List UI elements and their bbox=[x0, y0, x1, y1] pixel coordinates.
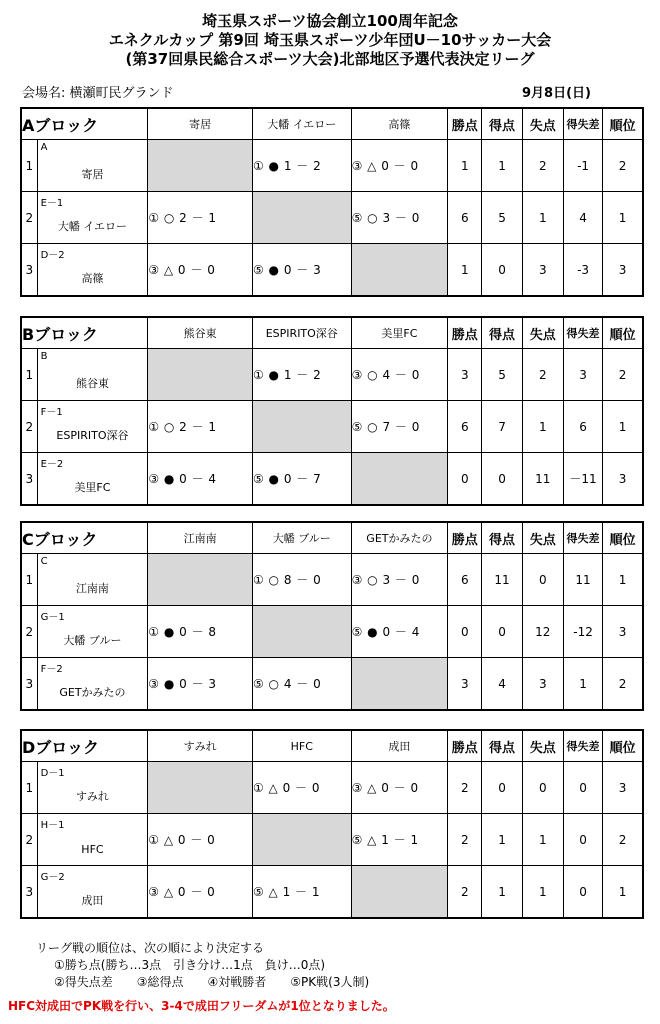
match-result: ⑤ △ 1 － 1 bbox=[252, 866, 351, 919]
team-name: 美里FC bbox=[74, 481, 111, 494]
goal-difference-cell: 1 bbox=[563, 658, 602, 711]
goals-against-cell: 1 bbox=[522, 401, 563, 453]
table-row bbox=[21, 762, 643, 814]
points-cell: 6 bbox=[448, 554, 482, 606]
points-cell: 0 bbox=[448, 606, 482, 658]
team-code: G－2 bbox=[40, 872, 65, 883]
opponent-header: すみれ bbox=[148, 730, 253, 762]
match-result: ⑤ ● 0 － 4 bbox=[351, 606, 448, 658]
team-name: 熊谷東 bbox=[75, 377, 109, 390]
stat-header: 失点 bbox=[522, 317, 563, 349]
match-result: ③ △ 0 － 0 bbox=[351, 762, 448, 814]
block-name: Aブロック bbox=[21, 108, 148, 140]
goal-difference-cell: -1 bbox=[563, 140, 602, 192]
team-code: D－1 bbox=[40, 768, 65, 779]
match-result: ⑤ △ 1 － 1 bbox=[351, 814, 448, 866]
team-code: F－1 bbox=[40, 407, 63, 418]
table-row bbox=[21, 244, 643, 297]
stat-header: 得点 bbox=[482, 108, 522, 140]
match-result: ③ ○ 4 － 0 bbox=[351, 349, 448, 401]
opponent-header: GETかみたの bbox=[351, 522, 448, 554]
opponent-header: HFC bbox=[252, 730, 351, 762]
team-code: E－1 bbox=[40, 198, 64, 209]
goals-for-cell: 0 bbox=[482, 606, 522, 658]
ranking-rules bbox=[36, 940, 369, 991]
points-cell: 3 bbox=[448, 349, 482, 401]
rules-line-2: ①勝ち点(勝ち…3点 引き分け…1点 負け…0点) bbox=[54, 958, 326, 972]
block-name: Cブロック bbox=[21, 522, 148, 554]
goal-difference-cell: -3 bbox=[563, 244, 602, 297]
goal-difference-cell: 4 bbox=[563, 192, 602, 244]
match-result: ③ △ 0 － 0 bbox=[148, 244, 253, 297]
team-name: 大幡 ブルー bbox=[63, 634, 122, 647]
team-code: F－2 bbox=[40, 664, 63, 675]
team-name: 高篠 bbox=[81, 272, 104, 285]
rank-cell: 3 bbox=[603, 762, 643, 814]
table-row bbox=[21, 453, 643, 506]
rank-cell: 1 bbox=[603, 554, 643, 606]
goals-against-cell: 3 bbox=[522, 658, 563, 711]
points-cell: 2 bbox=[448, 762, 482, 814]
title-line-2: エネクルカップ 第9回 埼玉県スポーツ少年団U－10サッカー大会 bbox=[108, 31, 552, 49]
stat-header: 勝点 bbox=[448, 730, 482, 762]
team-code: B bbox=[40, 351, 48, 362]
goals-for-cell: 5 bbox=[482, 192, 522, 244]
goals-against-cell: 2 bbox=[522, 140, 563, 192]
stat-header: 得点 bbox=[482, 730, 522, 762]
match-result: ③ △ 0 － 0 bbox=[148, 866, 253, 919]
goals-against-cell: 0 bbox=[522, 554, 563, 606]
row-number: 3 bbox=[21, 658, 37, 711]
match-result: ③ ● 0 － 4 bbox=[148, 453, 253, 506]
points-cell: 2 bbox=[448, 814, 482, 866]
team-cell bbox=[37, 192, 148, 244]
match-result: ① ● 1 － 2 bbox=[252, 140, 351, 192]
team-code: H－1 bbox=[40, 820, 65, 831]
self-match-cell bbox=[148, 349, 253, 401]
stat-header: 得失差 bbox=[563, 317, 602, 349]
goals-for-cell: 1 bbox=[482, 140, 522, 192]
venue-label: 会場名: 横瀬町民グランド bbox=[22, 86, 174, 101]
goals-against-cell: 1 bbox=[522, 866, 563, 919]
stat-header: 得失差 bbox=[563, 108, 602, 140]
team-cell bbox=[37, 401, 148, 453]
team-cell bbox=[37, 554, 148, 606]
goals-against-cell: 1 bbox=[522, 192, 563, 244]
goal-difference-cell: 0 bbox=[563, 762, 602, 814]
match-result: ① ● 1 － 2 bbox=[252, 349, 351, 401]
rank-cell: 1 bbox=[603, 401, 643, 453]
stat-header: 得点 bbox=[482, 317, 522, 349]
team-cell bbox=[37, 140, 148, 192]
goals-against-cell: 3 bbox=[522, 244, 563, 297]
rank-cell: 2 bbox=[603, 349, 643, 401]
block-name: Bブロック bbox=[21, 317, 148, 349]
opponent-header: 高篠 bbox=[351, 108, 448, 140]
match-result: ③ ● 0 － 3 bbox=[148, 658, 253, 711]
table-header-row bbox=[21, 108, 643, 140]
match-result: ⑤ ● 0 － 7 bbox=[252, 453, 351, 506]
goals-for-cell: 7 bbox=[482, 401, 522, 453]
stat-header: 順位 bbox=[603, 522, 643, 554]
match-result: ① △ 0 － 0 bbox=[252, 762, 351, 814]
match-result: ① ○ 8 － 0 bbox=[252, 554, 351, 606]
match-result: ⑤ ○ 3 － 0 bbox=[351, 192, 448, 244]
team-name: ESPIRITO深谷 bbox=[56, 429, 129, 442]
goals-against-cell: 1 bbox=[522, 814, 563, 866]
table-header-row bbox=[21, 730, 643, 762]
goals-for-cell: 4 bbox=[482, 658, 522, 711]
self-match-cell bbox=[252, 606, 351, 658]
team-code: D－2 bbox=[40, 250, 65, 261]
match-result: ⑤ ● 0 － 3 bbox=[252, 244, 351, 297]
team-name: 大幡 イエロー bbox=[57, 220, 127, 233]
points-cell: 6 bbox=[448, 401, 482, 453]
self-match-cell bbox=[351, 866, 448, 919]
goals-against-cell: 11 bbox=[522, 453, 563, 506]
team-name: HFC bbox=[81, 843, 104, 856]
row-number: 2 bbox=[21, 814, 37, 866]
row-number: 3 bbox=[21, 866, 37, 919]
stat-header: 勝点 bbox=[448, 522, 482, 554]
row-number: 1 bbox=[21, 349, 37, 401]
goal-difference-cell: 0 bbox=[563, 814, 602, 866]
tournament-title bbox=[0, 12, 660, 69]
match-result: ① ○ 2 － 1 bbox=[148, 401, 253, 453]
opponent-header: 成田 bbox=[351, 730, 448, 762]
match-result: ① △ 0 － 0 bbox=[148, 814, 253, 866]
self-match-cell bbox=[351, 658, 448, 711]
self-match-cell bbox=[148, 140, 253, 192]
goals-for-cell: 5 bbox=[482, 349, 522, 401]
team-cell bbox=[37, 762, 148, 814]
rank-cell: 3 bbox=[603, 244, 643, 297]
stat-header: 順位 bbox=[603, 730, 643, 762]
stat-header: 勝点 bbox=[448, 108, 482, 140]
match-result: ⑤ ○ 4 － 0 bbox=[252, 658, 351, 711]
stat-header: 失点 bbox=[522, 108, 563, 140]
points-cell: 6 bbox=[448, 192, 482, 244]
points-cell: 1 bbox=[448, 140, 482, 192]
goal-difference-cell: 0 bbox=[563, 866, 602, 919]
table-row bbox=[21, 349, 643, 401]
self-match-cell bbox=[351, 453, 448, 506]
table-row bbox=[21, 606, 643, 658]
team-name: 江南南 bbox=[75, 582, 109, 595]
team-name: 成田 bbox=[81, 894, 104, 907]
goal-difference-cell: －11 bbox=[563, 453, 602, 506]
goal-difference-cell: 11 bbox=[563, 554, 602, 606]
opponent-header: 大幡 イエロー bbox=[252, 108, 351, 140]
points-cell: 3 bbox=[448, 658, 482, 711]
opponent-header: 熊谷東 bbox=[148, 317, 253, 349]
goal-difference-cell: -12 bbox=[563, 606, 602, 658]
row-number: 1 bbox=[21, 140, 37, 192]
match-result: ① ○ 2 － 1 bbox=[148, 192, 253, 244]
team-code: A bbox=[40, 142, 48, 153]
self-match-cell bbox=[252, 401, 351, 453]
table-row bbox=[21, 140, 643, 192]
table-header-row bbox=[21, 317, 643, 349]
row-number: 2 bbox=[21, 606, 37, 658]
team-cell bbox=[37, 866, 148, 919]
match-result: ① ● 0 － 8 bbox=[148, 606, 253, 658]
league-table bbox=[20, 729, 644, 919]
goal-difference-cell: 3 bbox=[563, 349, 602, 401]
stat-header: 順位 bbox=[603, 317, 643, 349]
match-result: ③ △ 0 － 0 bbox=[351, 140, 448, 192]
row-number: 2 bbox=[21, 192, 37, 244]
team-cell bbox=[37, 453, 148, 506]
rank-cell: 2 bbox=[603, 658, 643, 711]
self-match-cell bbox=[148, 554, 253, 606]
row-number: 3 bbox=[21, 244, 37, 297]
team-cell bbox=[37, 606, 148, 658]
team-name: GETかみたの bbox=[59, 686, 126, 699]
stat-header: 得点 bbox=[482, 522, 522, 554]
rank-cell: 1 bbox=[603, 192, 643, 244]
rules-line-3: ②得失点差 ③総得点 ④対戦勝者 ⑤PK戦(3人制) bbox=[54, 975, 370, 989]
stat-header: 勝点 bbox=[448, 317, 482, 349]
rank-cell: 2 bbox=[603, 814, 643, 866]
row-number: 1 bbox=[21, 762, 37, 814]
match-date: 9月8日(日) bbox=[522, 86, 591, 101]
team-cell bbox=[37, 814, 148, 866]
table-row bbox=[21, 866, 643, 919]
match-result: ⑤ ○ 7 － 0 bbox=[351, 401, 448, 453]
pk-result-note: HFC対成田でPK戦を行い、3-4で成田フリーダムが1位となりました。 bbox=[8, 999, 395, 1013]
goals-for-cell: 0 bbox=[482, 762, 522, 814]
points-cell: 2 bbox=[448, 866, 482, 919]
row-number: 1 bbox=[21, 554, 37, 606]
row-number: 2 bbox=[21, 401, 37, 453]
block-name: Dブロック bbox=[21, 730, 148, 762]
goals-for-cell: 1 bbox=[482, 866, 522, 919]
stat-header: 失点 bbox=[522, 522, 563, 554]
title-line-3: (第37回県民総合スポーツ大会)北部地区予選代表決定リーグ bbox=[125, 50, 535, 68]
league-table bbox=[20, 316, 644, 506]
team-name: 寄居 bbox=[81, 168, 104, 181]
league-table bbox=[20, 521, 644, 711]
stat-header: 得失差 bbox=[563, 522, 602, 554]
stat-header: 失点 bbox=[522, 730, 563, 762]
title-line-1: 埼玉県スポーツ協会創立100周年記念 bbox=[202, 12, 458, 30]
rank-cell: 2 bbox=[603, 140, 643, 192]
table-row bbox=[21, 814, 643, 866]
table-row bbox=[21, 658, 643, 711]
team-name: すみれ bbox=[75, 790, 109, 803]
self-match-cell bbox=[148, 762, 253, 814]
league-table bbox=[20, 107, 644, 297]
rank-cell: 1 bbox=[603, 866, 643, 919]
table-row bbox=[21, 192, 643, 244]
table-header-row bbox=[21, 522, 643, 554]
table-row bbox=[21, 554, 643, 606]
self-match-cell bbox=[252, 814, 351, 866]
self-match-cell bbox=[351, 244, 448, 297]
goals-against-cell: 12 bbox=[522, 606, 563, 658]
goals-for-cell: 1 bbox=[482, 814, 522, 866]
opponent-header: 大幡 ブルー bbox=[252, 522, 351, 554]
stat-header: 順位 bbox=[603, 108, 643, 140]
goal-difference-cell: 6 bbox=[563, 401, 602, 453]
match-result: ③ ○ 3 － 0 bbox=[351, 554, 448, 606]
opponent-header: 寄居 bbox=[148, 108, 253, 140]
goals-for-cell: 0 bbox=[482, 453, 522, 506]
row-number: 3 bbox=[21, 453, 37, 506]
stat-header: 得失差 bbox=[563, 730, 602, 762]
team-cell bbox=[37, 349, 148, 401]
rules-line-1: リーグ戦の順位は、次の順により決定する bbox=[36, 941, 265, 955]
team-cell bbox=[37, 658, 148, 711]
goals-for-cell: 11 bbox=[482, 554, 522, 606]
rank-cell: 3 bbox=[603, 453, 643, 506]
opponent-header: 美里FC bbox=[351, 317, 448, 349]
team-code: G－1 bbox=[40, 612, 65, 623]
goals-against-cell: 0 bbox=[522, 762, 563, 814]
table-row bbox=[21, 401, 643, 453]
team-code: C bbox=[40, 556, 48, 567]
opponent-header: 江南南 bbox=[148, 522, 253, 554]
rank-cell: 3 bbox=[603, 606, 643, 658]
points-cell: 1 bbox=[448, 244, 482, 297]
self-match-cell bbox=[252, 192, 351, 244]
points-cell: 0 bbox=[448, 453, 482, 506]
team-code: E－2 bbox=[40, 459, 64, 470]
goals-against-cell: 2 bbox=[522, 349, 563, 401]
goals-for-cell: 0 bbox=[482, 244, 522, 297]
team-cell bbox=[37, 244, 148, 297]
opponent-header: ESPIRITO深谷 bbox=[252, 317, 351, 349]
